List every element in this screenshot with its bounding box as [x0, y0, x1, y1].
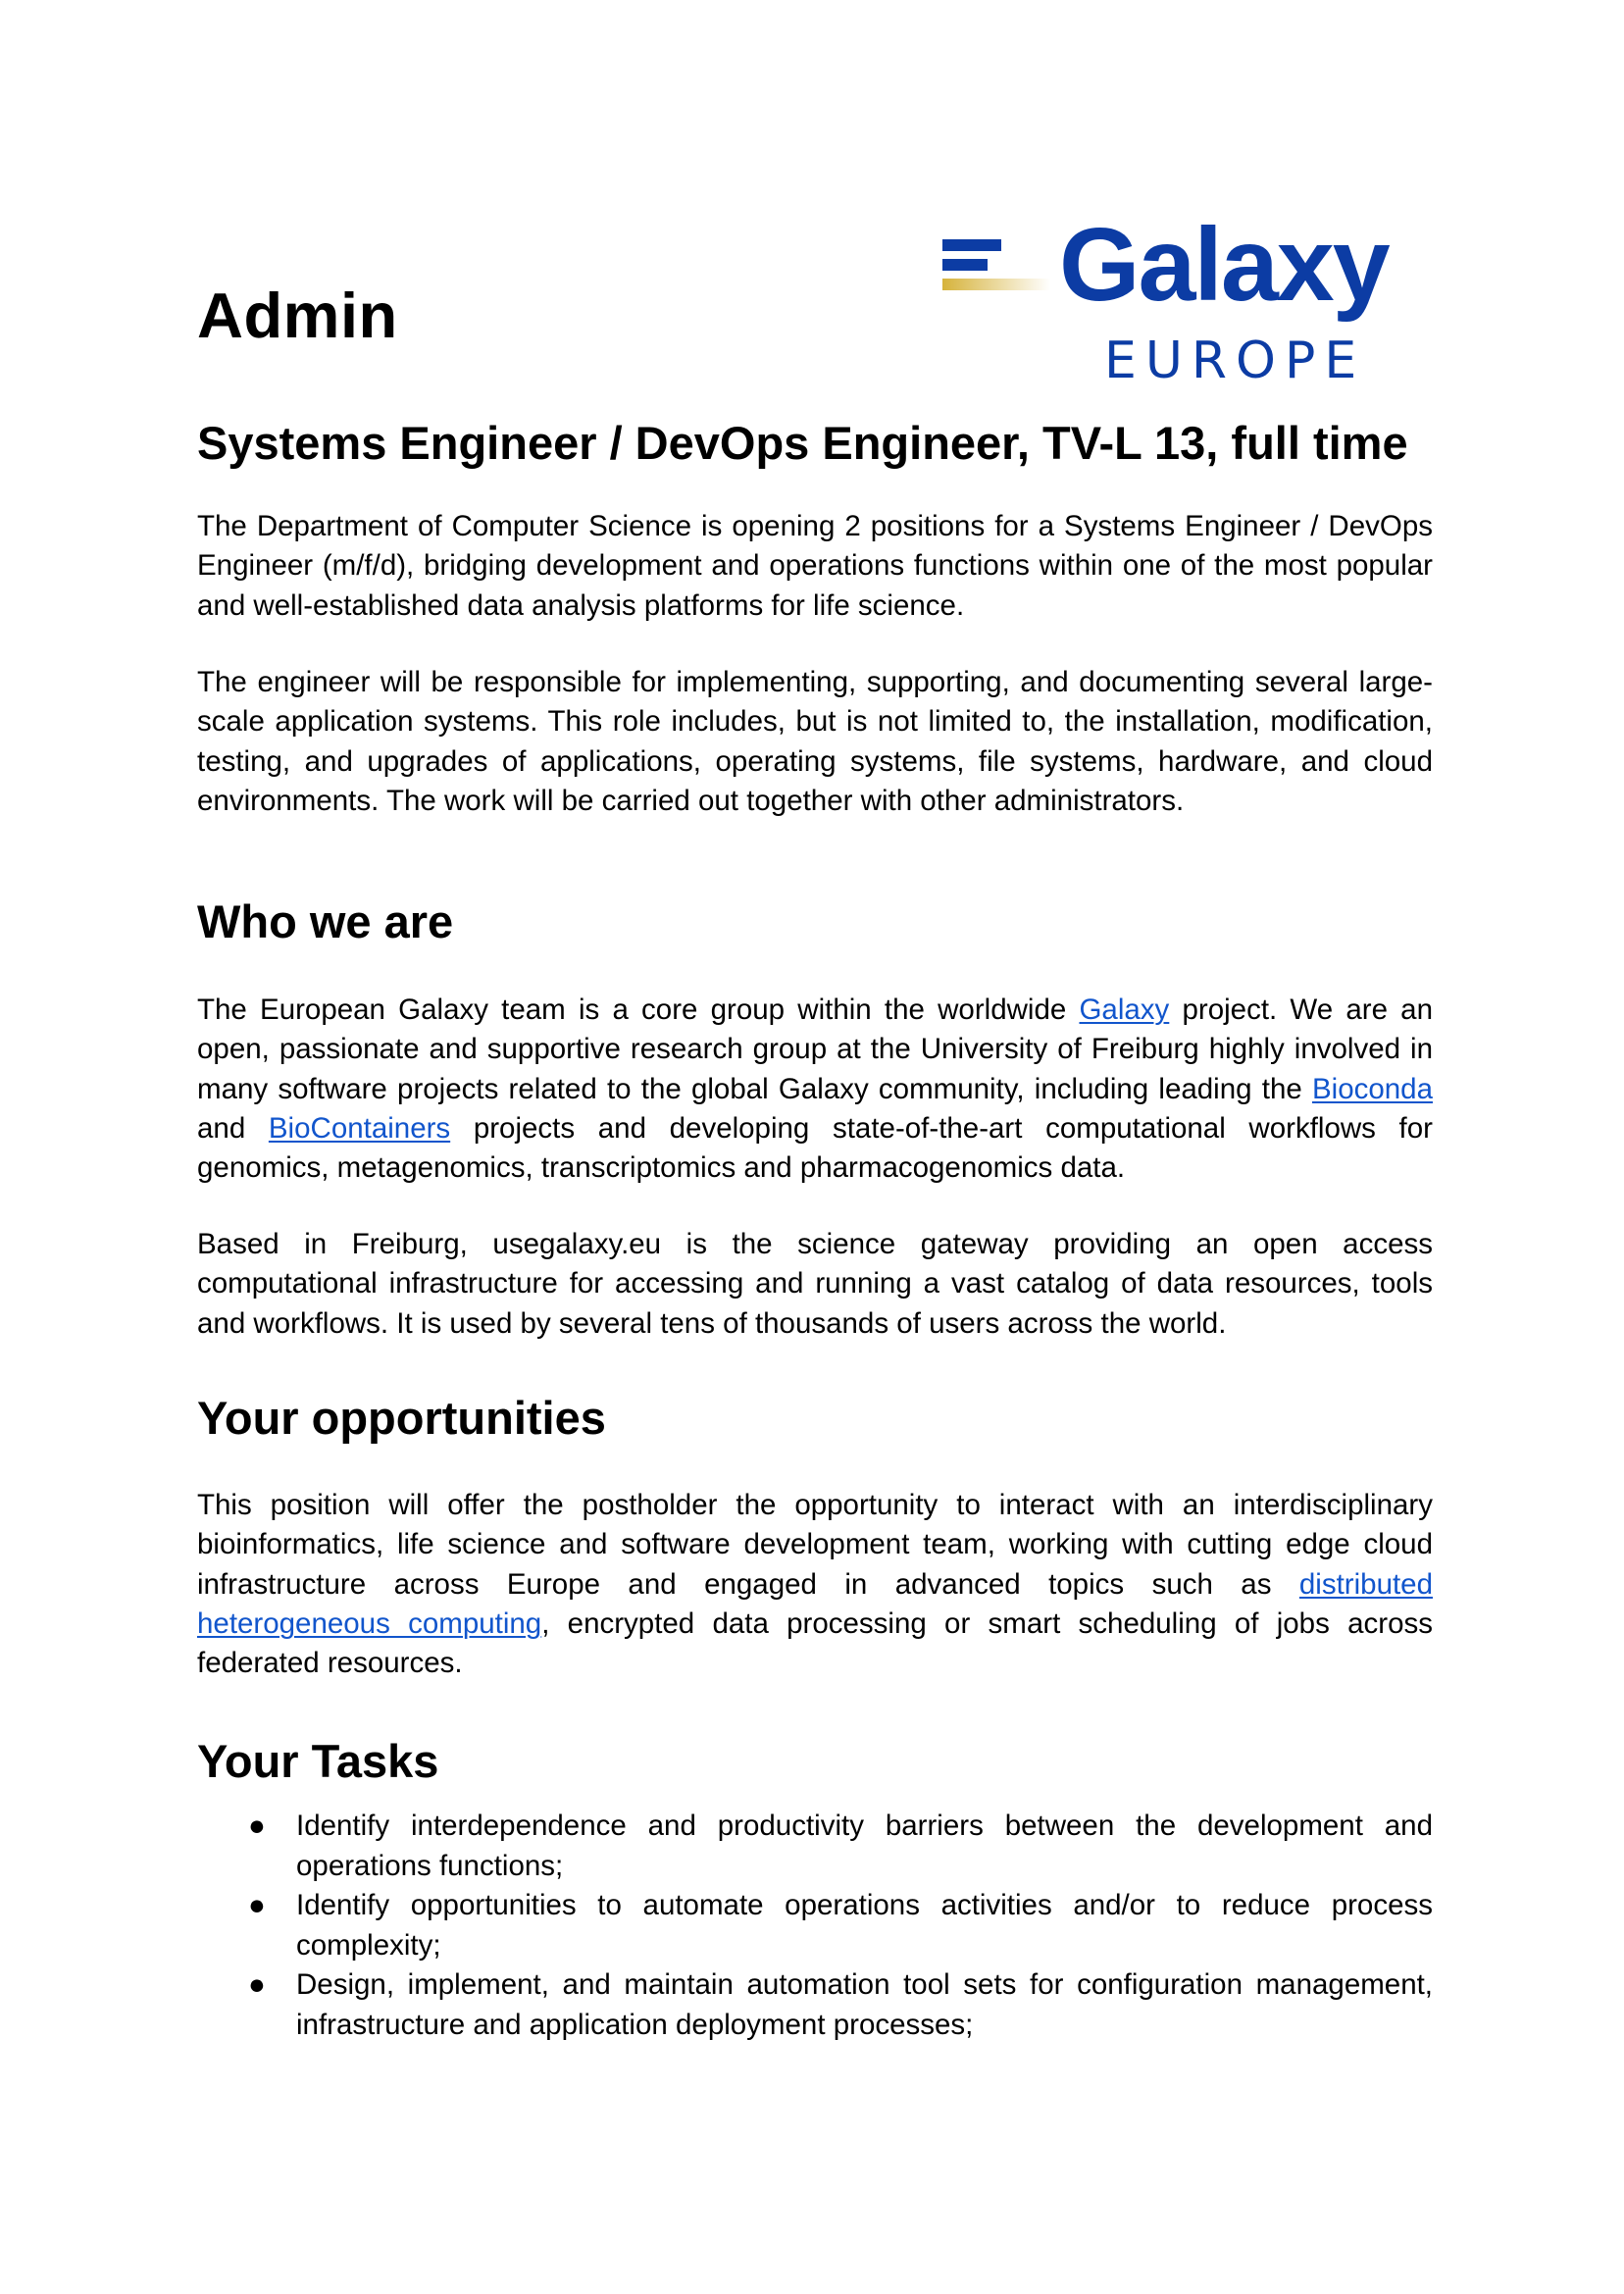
galaxy-link[interactable]: Galaxy — [1079, 994, 1170, 1026]
list-item-text: Identify interdependence and productivity barriers between the development and operations functions; — [296, 1810, 1433, 1882]
text-segment: This position will offer the postholder the opportunity to interact with an interdisciplinary bioinformatics, life science and software development team, working with cutting edge cloud infrastructure across Europe and engaged in advanced topics such as — [197, 1489, 1433, 1601]
list-item — [197, 1965, 1433, 2045]
intro-paragraph-2: The engineer will be responsible for implementing, supporting, and documenting several large-scale application systems. This role includes, but is not limited to, the installation, modification, testing, and upgrades of applications, operating systems, file systems, hardware, and cloud environments. The work will be carried out together with other administrators. — [197, 666, 1433, 817]
logo-word: Galaxy — [1059, 218, 1389, 323]
page-title: Admin — [197, 280, 398, 351]
who-we-are-paragraph-1 — [197, 991, 1433, 1188]
text-segment: project. We are an open, passionate and supportive research group at the University of Freiburg highly involved in many software projects related to the global Galaxy community, including leading the — [197, 994, 1433, 1105]
section-heading-who-we-are: Who we are — [197, 895, 454, 947]
text-segment: , encrypted data processing or smart scheduling of jobs across federated resources. — [197, 1606, 1433, 1680]
section-heading-tasks: Your Tasks — [197, 1735, 439, 1787]
intro-paragraph-1: The Department of Computer Science is opening 2 positions for a Systems Engineer / DevOps Engineer (m/f/d), bridging development and operations functions within one of the most popular and well-established data analysis platforms for life science. — [197, 510, 1433, 622]
bullet-icon: ● — [248, 1810, 266, 1842]
list-item-text: Design, implement, and maintain automation tool sets for configuration management, infrastructure and application deployment processes; — [296, 1968, 1433, 2041]
section-heading-opportunities: Your opportunities — [197, 1392, 606, 1444]
who-we-are-paragraph-2: Based in Freiburg, usegalaxy.eu is the science gateway providing an open access computational infrastructure for accessing and running a vast catalog of data resources, tools and workflows. It is used by several tens of thousands of users across the world. — [197, 1228, 1433, 1340]
tasks-list — [197, 1807, 1433, 2045]
list-item-text: Identify opportunities to automate operations activities and/or to reduce process complexity; — [296, 1889, 1433, 1962]
text-segment: The European Galaxy team is a core group within the worldwide — [197, 994, 1080, 1026]
bullet-icon: ● — [248, 1889, 266, 1921]
distributed-computing-link[interactable]: distributed heterogeneous computing — [197, 1567, 1433, 1640]
text-segment: projects and developing state-of-the-art computational workflows for genomics, metagenomics, transcriptomics and pharmacogenomics data. — [197, 1111, 1433, 1185]
job-title: Systems Engineer / DevOps Engineer, TV-L 13, full time — [197, 417, 1408, 469]
opportunities-paragraph — [197, 1486, 1433, 1683]
biocontainers-link[interactable]: BioContainers — [268, 1111, 451, 1145]
galaxy-stripes-icon — [942, 239, 1050, 290]
logo-subword: EUROPE — [1104, 331, 1366, 386]
galaxy-europe-logo — [939, 218, 1443, 386]
list-item — [197, 1807, 1433, 1886]
text-segment: and — [197, 1111, 269, 1145]
bullet-icon: ● — [248, 1968, 266, 2001]
bioconda-link[interactable]: Bioconda — [1311, 1072, 1433, 1105]
list-item — [197, 1886, 1433, 1965]
